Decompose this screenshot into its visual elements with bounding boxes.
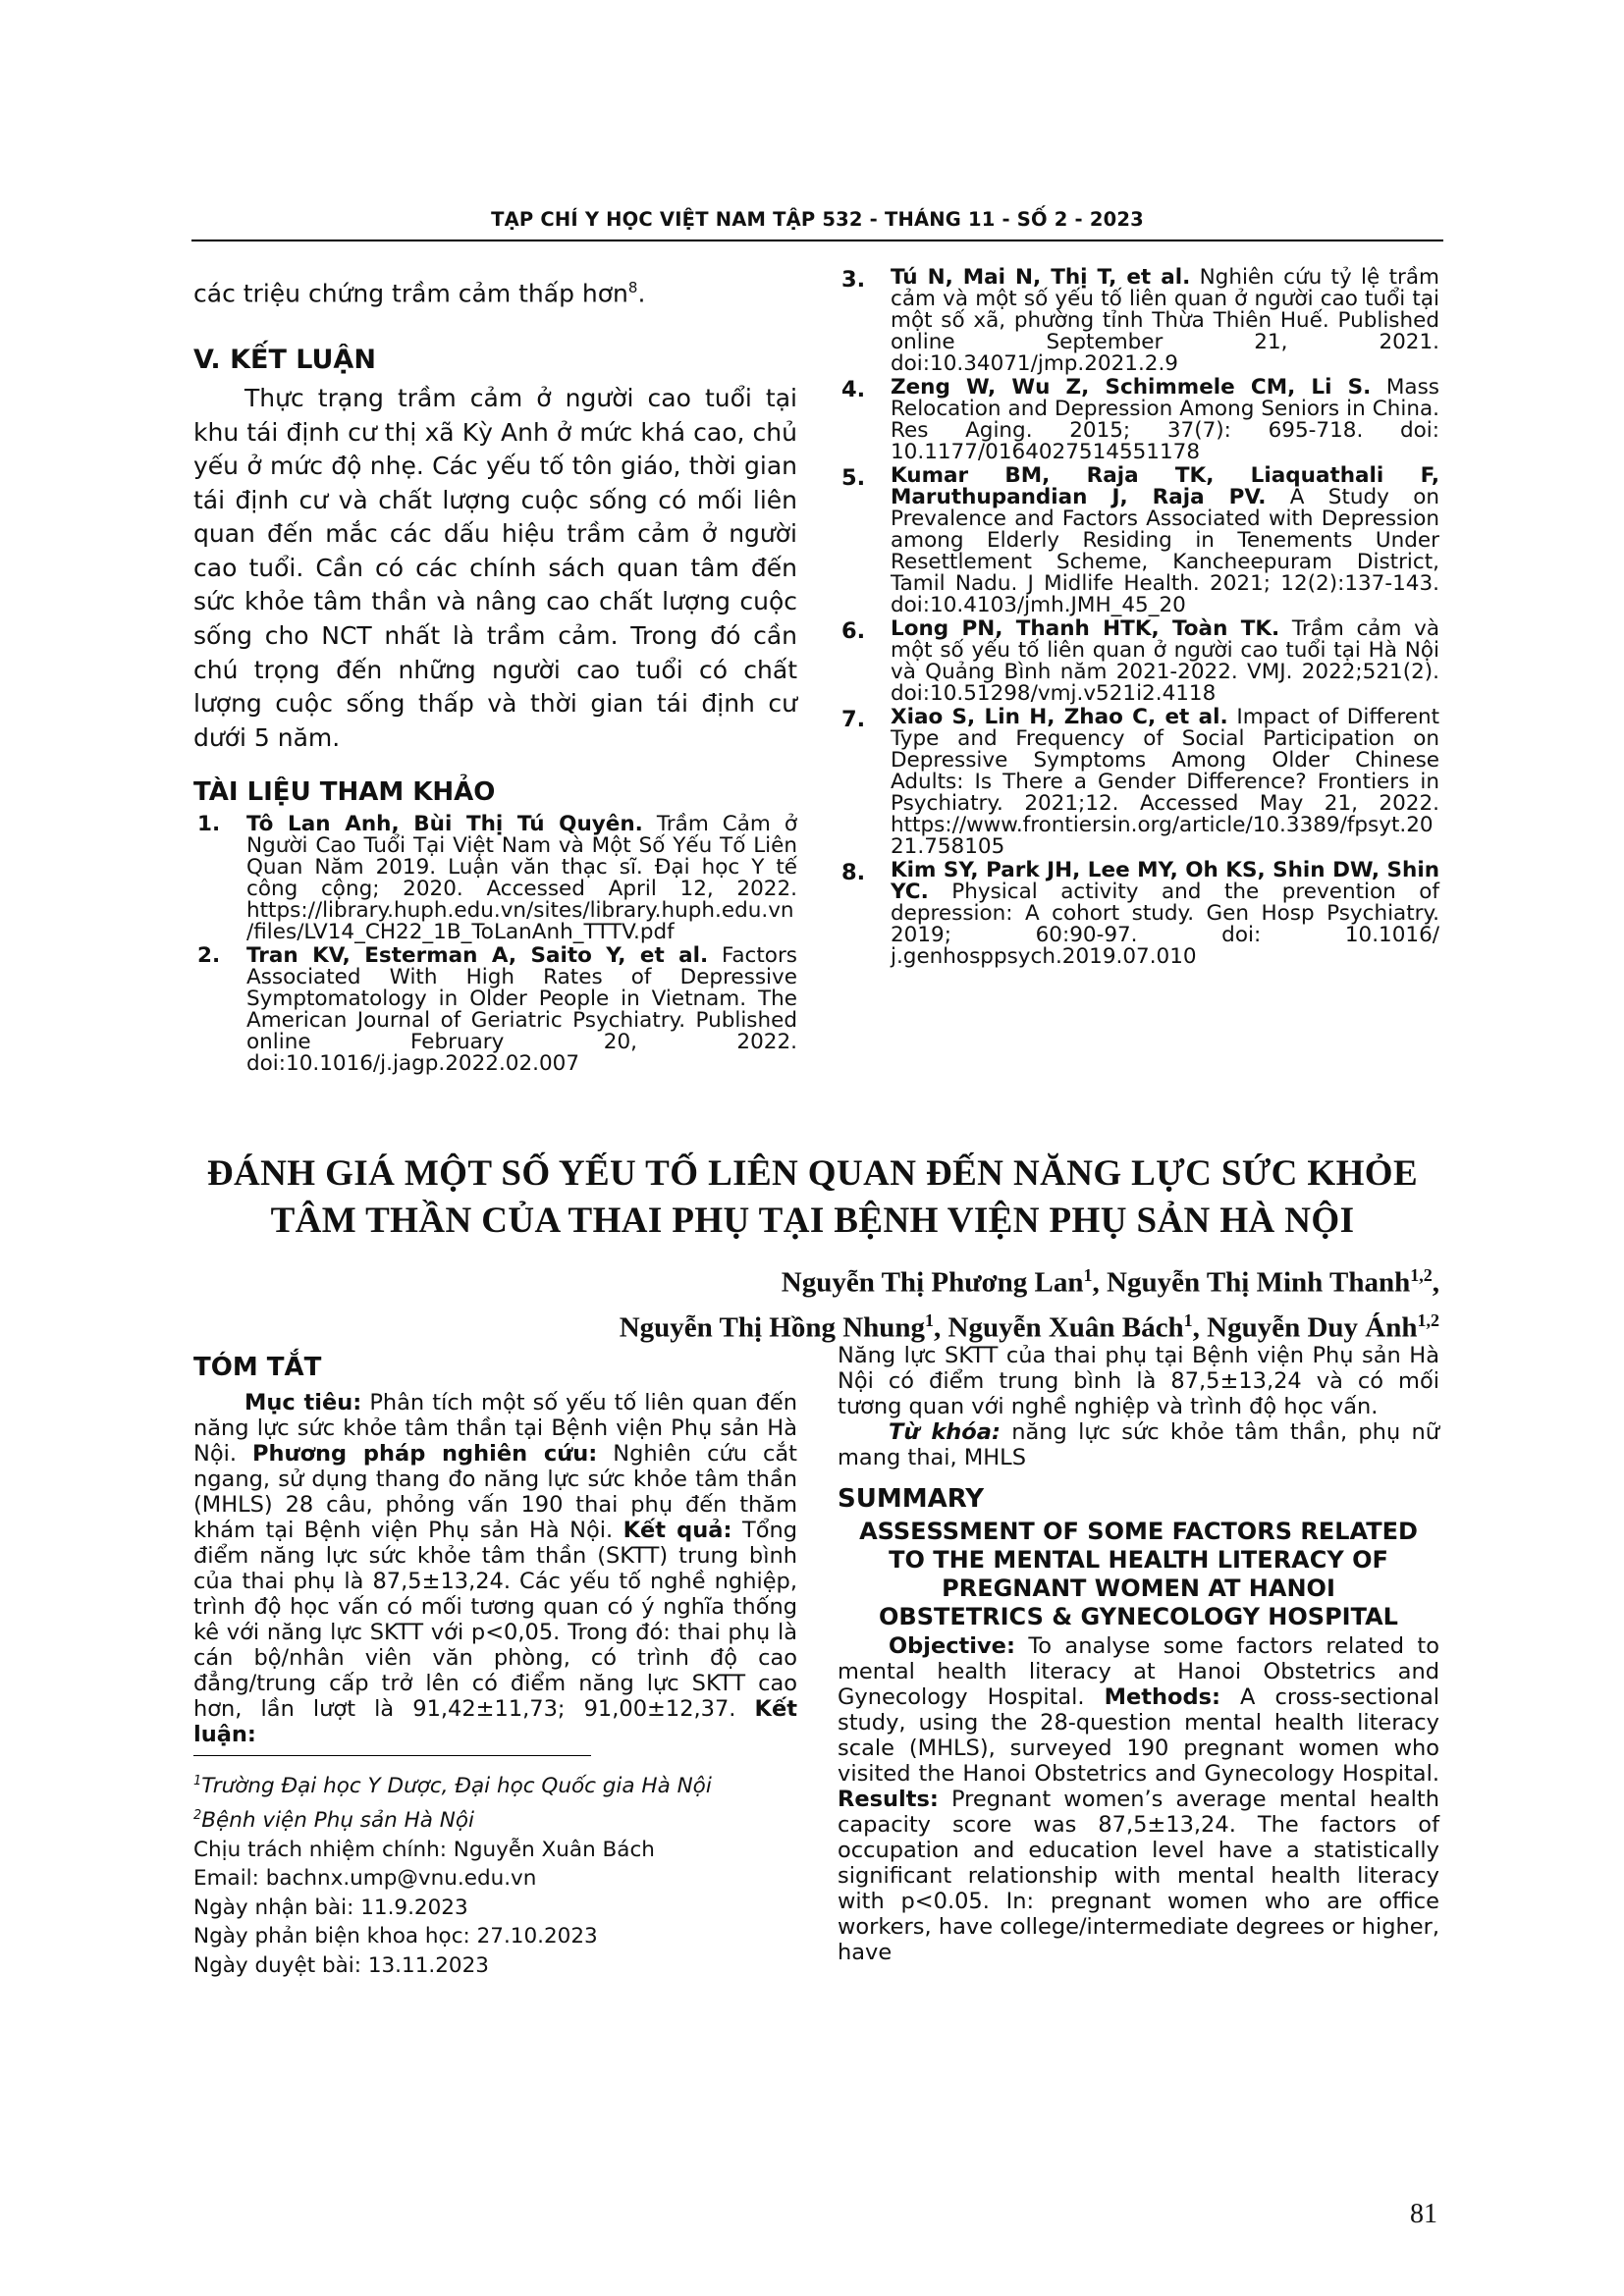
affiliation-1-text: Trường Đại học Y Dược, Đại học Quốc gia Hà Nội	[201, 1774, 712, 1799]
author-affil-sup: 1	[1183, 1309, 1193, 1330]
reference-text: A Study on Prevalence and Factors Associated with Depression among Elderly Residing in Tenements Under Resettlement Scheme, Kancheepuram District, Tamil Nadu. J Midlife Health. 2021; 12(2):137-143. doi:10.4103/jmh.JMH_45_20	[891, 485, 1439, 617]
reference-text: Impact of Different Type and Frequency of Social Participation on Depressive Symptoms Among Older Chinese Adults: Is There a Gender Difference? Frontiers in Psychiatry. 2021;12. Accessed May 21, 2022. https://www.frontiersin.org/article/10.3389/fpsyt.2021.758105	[891, 705, 1439, 859]
carryover-end: .	[637, 279, 646, 308]
article-title	[157, 1150, 1468, 1245]
summary-results-label: Results:	[838, 1787, 939, 1812]
objective-text: Phân tích một số yếu tố liên quan đến năng lực sức khỏe tâm thần tại Bệnh viện Phụ sản Hà Nội.	[193, 1390, 798, 1467]
page-number: 81	[1410, 2199, 1437, 2229]
reference-number: 6.	[841, 618, 866, 644]
reference-item	[838, 860, 1439, 968]
keywords	[838, 1419, 1439, 1470]
reference-item	[838, 377, 1439, 463]
reference-item	[193, 814, 797, 943]
keywords-label: Từ khóa:	[889, 1419, 1001, 1445]
author-separator: ,	[1092, 1266, 1108, 1299]
summary-title-line3: PREGNANT WOMEN AT HANOI	[942, 1575, 1335, 1602]
reference-text: Factors Associated With High Rates of Depressive Symptomatology in Older People in Vietnam. The American Journal of Geriatric Psychiatry. Published online February 20, 2022. doi:10.1016/j.jagp.2022.02.007	[246, 943, 797, 1077]
references-heading: TÀI LIỆU THAM KHẢO	[193, 777, 496, 808]
reference-authors: Zeng W, Wu Z, Schimmele CM, Li S.	[891, 375, 1372, 400]
reference-text: Mass Relocation and Depression Among Seniors in China. Res Aging. 2015; 37(7): 695-718. doi: 10.1177/0164027514551178	[891, 375, 1439, 464]
author-name: Nguyễn Thị Phương Lan	[781, 1266, 1084, 1299]
affiliation-2: $^2$Bệnh viện Phụ sản Hà Nội	[193, 1807, 475, 1833]
summary-heading: SUMMARY	[838, 1484, 985, 1514]
carryover-text: các triệu chứng trầm cảm thấp hơn	[193, 279, 628, 308]
author-name: Nguyễn Xuân Bách	[947, 1311, 1184, 1344]
reference-authors: Tô Lan Anh, Bùi Thị Tú Quyên.	[246, 812, 643, 837]
summary-title	[838, 1518, 1439, 1631]
conclusion-heading: V. KẾT LUẬN	[193, 344, 376, 375]
summary-results-text: Pregnant women’s average mental health capacity score was 87,5±13,24. The factors of occupation and education level have a statistically significant relationship with mental health literacy with p<0.05. In: pregnant women who are office workers, have college/intermediate degrees or higher, have	[838, 1787, 1439, 1965]
date-received: Ngày nhận bài: 11.9.2023	[193, 1895, 468, 1920]
results-label: Kết quả:	[623, 1518, 732, 1543]
footnotes	[193, 1767, 797, 1980]
citation-sup: 8	[627, 279, 638, 296]
results-text: Tổng điểm năng lực sức khỏe tâm thần (SKTT) trung bình của thai phụ là 87,5±13,24. Các yếu tố nghề nghiệp, trình độ học vấn có mối tương quan có ý nghĩa thống kê với năng lực SKTT với p<0,05. Trong đó: thai phụ là cán bộ/nhân viên văn phòng, có trình độ cao đẳng/trung cấp trở lên có điểm năng lực SKTT cao hơn, lần lượt là 91,42±11,73; 91,00±12,37.	[193, 1518, 797, 1722]
reference-authors: Kumar BM, Raja TK, Liaquathali F, Maruthupandian J, Raja PV.	[891, 463, 1439, 509]
reference-number: 7.	[841, 707, 866, 732]
author-affil-sup: 1	[1083, 1265, 1093, 1285]
conclusion-label: Kết luận:	[193, 1696, 797, 1747]
header-rule	[191, 240, 1443, 241]
reference-item	[838, 707, 1439, 858]
reference-number: 1.	[197, 812, 221, 837]
date-reviewed: Ngày phản biện khoa học: 27.10.2023	[193, 1924, 598, 1949]
reference-text: Trầm cảm và một số yếu tố liên quan ở người cao tuổi tại Hà Nội và Quảng Bình năm 2021-2022. VMJ. 2022;521(2). doi:10.51298/vmj.v521i2.4118	[891, 616, 1440, 706]
reference-authors: Tran KV, Esterman A, Saito Y, et al.	[246, 943, 709, 969]
summary-objective-label: Objective:	[889, 1633, 1015, 1659]
reference-item	[838, 618, 1439, 705]
summary-title-line2: TO THE MENTAL HEALTH LITERACY OF	[889, 1546, 1388, 1574]
summary-methods-text: A cross-sectional study, using the 28-question mental health literacy scale (MHLS), surveyed 190 pregnant women who visited the Hanoi Obstetrics and Gynecology Hospital.	[838, 1684, 1439, 1787]
methods-text: Nghiên cứu cắt ngang, sử dụng thang đo năng lực sức khỏe tâm thần (MHLS) 28 câu, phỏng vấn 190 thai phụ đến thăm khám tại Bệnh viện Phụ sản Hà Nội.	[193, 1441, 797, 1543]
footnote-rule	[193, 1755, 591, 1756]
abstract-body	[193, 1390, 797, 1747]
reference-authors: Xiao S, Lin H, Zhao C, et al.	[891, 705, 1228, 729]
abstract-vietnamese	[193, 1353, 797, 1747]
reference-text: Nghiên cứu tỷ lệ trầm cảm và một số yếu tố liên quan ở người cao tuổi tại một số xã, phường tỉnh Thừa Thiên Huế. Published online September 21, 2021. doi:10.34071/jmp.2021.2.9	[891, 265, 1439, 376]
reference-item	[193, 945, 797, 1075]
article-title-line2: TÂM THẦN CỦA THAI PHỤ TẠI BỆNH VIỆN PHỤ SẢN HÀ NỘI	[270, 1201, 1355, 1241]
author-separator: ,	[1192, 1311, 1208, 1344]
abstract-right-column	[838, 1343, 1439, 1965]
summary-body	[838, 1633, 1439, 1965]
author-name: Nguyễn Thị Hồng Nhung	[619, 1311, 926, 1344]
responsible-author: Chịu trách nhiệm chính: Nguyễn Xuân Bách	[193, 1837, 655, 1862]
reference-number: 4.	[841, 377, 866, 402]
previous-article-left-column	[193, 271, 797, 1077]
references-list-left	[193, 814, 797, 1075]
summary-title-line4: OBSTETRICS & GYNECOLOGY HOSPITAL	[879, 1603, 1398, 1630]
carryover-paragraph	[193, 271, 797, 311]
methods-label: Phương pháp nghiên cứu:	[252, 1441, 598, 1467]
keywords-text: năng lực sức khỏe tâm thần, phụ nữ mang thai, MHLS	[838, 1419, 1440, 1470]
summary-objective-text: To analyse some factors related to mental health literacy at Hanoi Obstetrics and Gynecology Hospital.	[838, 1633, 1439, 1710]
author-separator: ,	[934, 1311, 948, 1344]
reference-number: 3.	[841, 267, 866, 293]
author-name: Nguyễn Duy Ánh	[1207, 1311, 1418, 1344]
author-name: Nguyễn Thị Minh Thanh	[1107, 1266, 1411, 1299]
author-affil-sup: 1,2	[1410, 1265, 1433, 1285]
affiliation-2-text: Bệnh viện Phụ sản Hà Nội	[201, 1807, 475, 1833]
reference-number: 8.	[841, 860, 866, 885]
abstract-heading: TÓM TẮT	[193, 1353, 322, 1382]
contact-email: Email: bachnx.ump@vnu.edu.vn	[193, 1866, 537, 1892]
reference-number: 2.	[197, 943, 221, 969]
author-affil-sup: 1,2	[1417, 1309, 1439, 1330]
author-affil-sup: 1	[925, 1309, 935, 1330]
reference-text: Trầm Cảm ở Người Cao Tuổi Tại Việt Nam và Một Số Yếu Tố Liên Quan Năm 2019. Luận văn thạc sĩ. Đại học Y tế công cộng; 2020. Accessed April 12, 2022. https://library.huph.edu.vn/sites/library.huph.edu.vn/files/LV14_CH22_1B_ToLanAnh_TTTV.pdf	[246, 812, 798, 945]
abstract-conclusion-text: Năng lực SKTT của thai phụ tại Bệnh viện Phụ sản Hà Nội có điểm trung bình là 87,5±13,24 và có mối tương quan với nghề nghiệp và trình độ học vấn.	[838, 1343, 1439, 1419]
objective-label: Mục tiêu:	[244, 1390, 362, 1415]
previous-article-right-column	[838, 267, 1439, 970]
reference-item	[838, 267, 1439, 375]
author-list	[359, 1256, 1439, 1346]
references-list-right	[838, 267, 1439, 968]
author-line-1	[359, 1256, 1439, 1302]
summary-methods-label: Methods:	[1104, 1684, 1221, 1710]
reference-authors: Kim SY, Park JH, Lee MY, Oh KS, Shin DW, Shin YC.	[891, 858, 1439, 904]
author-separator: ,	[1432, 1266, 1439, 1299]
reference-text: Physical activity and the prevention of depression: A cohort study. Gen Hosp Psychiatry. 2019; 60:90-97. doi: 10.1016/ j.genhosppsych.2019.07.010	[891, 880, 1439, 969]
running-header: TẠP CHÍ Y HỌC VIỆT NAM TẬP 532 - THÁNG 11 - SỐ 2 - 2023	[491, 208, 1144, 231]
reference-item	[838, 465, 1439, 616]
date-accepted: Ngày duyệt bài: 13.11.2023	[193, 1952, 489, 1978]
article-title-line1: ĐÁNH GIÁ MỘT SỐ YẾU TỐ LIÊN QUAN ĐẾN NĂNG LỰC SỨC KHỎE	[206, 1153, 1419, 1194]
reference-authors: Tú N, Mai N, Thị T, et al.	[891, 265, 1191, 290]
conclusion-text: Thực trạng trầm cảm ở người cao tuổi tại khu tái định cư thị xã Kỳ Anh ở mức khá cao, chủ yếu ở mức độ nhẹ. Các yếu tố tôn giáo, thời gian tái định cư và chất lượng cuộc sống có mối liên quan đến mắc các dấu hiệu trầm cảm ở người cao tuổi. Cần có các chính sách quan tâm đến sức khỏe tâm thần và nâng cao chất lượng cuộc sống cho NCT nhất là trầm cảm. Trong đó cần chú trọng đến những người cao tuổi có chất lượng cuộc sống thấp và thời gian tái định cư dưới 5 năm.	[193, 383, 797, 752]
reference-authors: Long PN, Thanh HTK, Toàn TK.	[891, 616, 1280, 641]
affiliation-1: $^1$Trường Đại học Y Dược, Đại học Quốc gia Hà Nội	[193, 1774, 712, 1799]
reference-number: 5.	[841, 465, 866, 491]
author-line-2	[359, 1302, 1439, 1347]
summary-title-line1: ASSESSMENT OF SOME FACTORS RELATED	[859, 1518, 1418, 1545]
